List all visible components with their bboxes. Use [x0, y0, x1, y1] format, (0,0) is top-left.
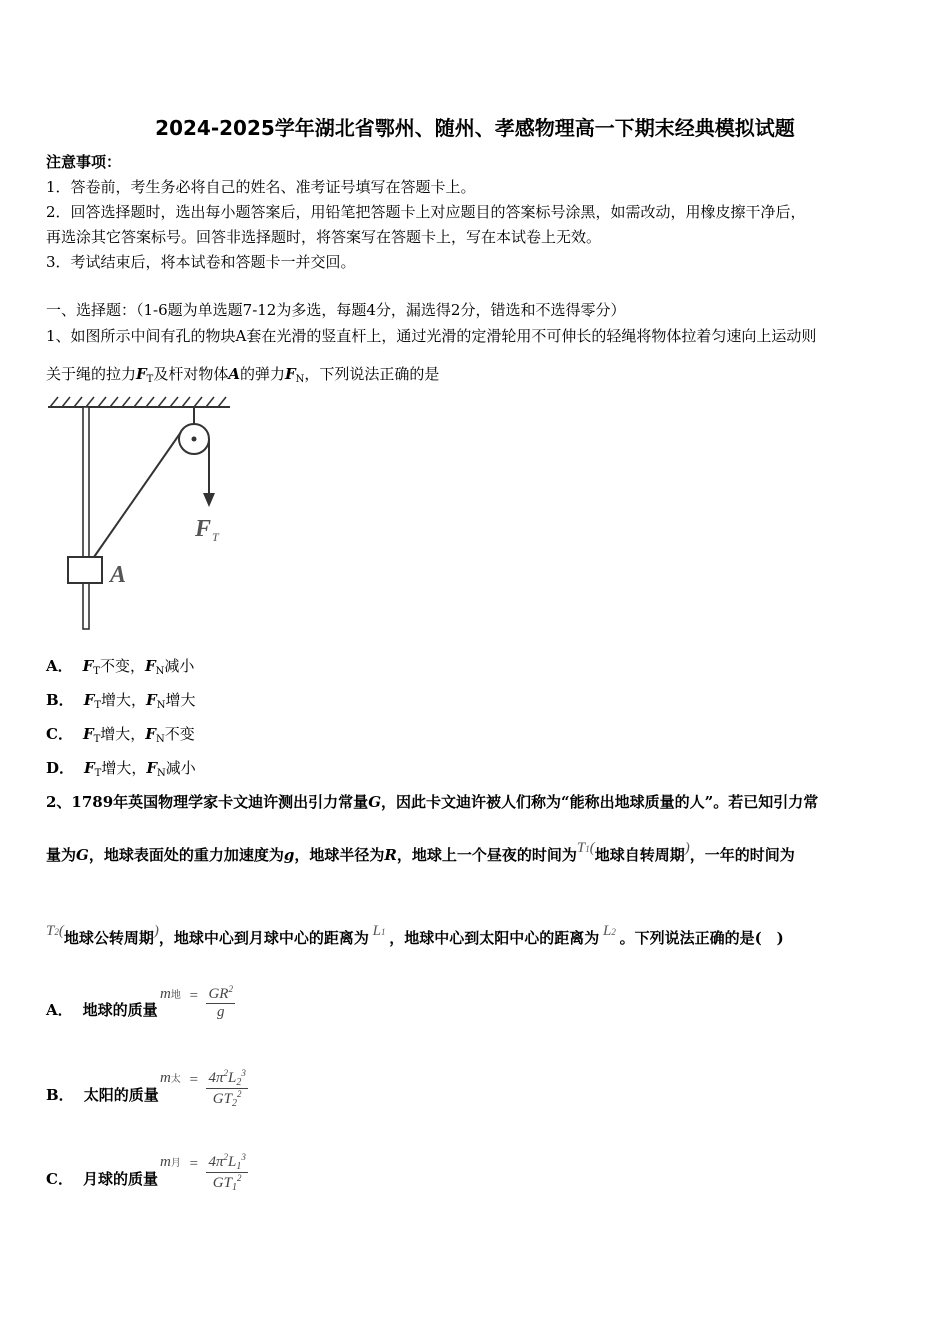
force-arrow-icon: [203, 493, 215, 507]
q1-option-a[interactable]: A． $F_T$不变，$F_N$减小: [46, 657, 195, 677]
force-label-sub: T: [212, 530, 219, 544]
ceiling-hatching: [50, 397, 226, 407]
q2-option-b-formula: m太 = $\frac{4\pi^2L_2^3}{GT_2^2}$: [160, 1068, 246, 1109]
vertical-rod: [83, 407, 89, 629]
notice-item: 3．考试结束后，将本试卷和答题卡一并交回。: [46, 253, 356, 271]
rope-slant: [94, 432, 181, 557]
notice-item: 再选涂其它答案标号。回答非选择题时，将答案写在答题卡上，写在本试卷上无效。: [46, 228, 602, 246]
pulley-figure: [44, 395, 244, 635]
q2-option-a[interactable]: A． 地球的质量: [46, 1001, 158, 1019]
page-title: 2024-2025学年湖北省鄂州、随州、孝感物理高一下期末经典模拟试题: [155, 116, 795, 140]
block-label: A: [110, 562, 127, 588]
q2-stem-line1: 2、1789年英国物理学家卡文迪许测出引力常量G，因此卡文迪许被人们称为“能称出地球质量的人”。若已知引力常: [46, 793, 819, 811]
notice-item: 1．答卷前，考生务必将自己的姓名、准考证号填写在答题卡上。: [46, 178, 476, 196]
q2-option-a-formula: m地 = $\frac{GR^2}{g}$: [160, 984, 233, 1020]
force-label: F: [195, 516, 212, 542]
q1-option-b[interactable]: B． $F_T$增大，$F_N$增大: [46, 691, 196, 711]
q2-stem-line2: 量为G，地球表面处的重力加速度为g，地球半径为R，地球上一个昼夜的时间为T1(地球自转周期)，一年的时间为: [46, 840, 795, 864]
q2-option-b[interactable]: B． 太阳的质量: [46, 1086, 159, 1104]
section-heading: 一、选择题：（1-6题为单选题7-12为多选，每题4分，漏选得2分，错选和不选得零分）: [46, 301, 626, 319]
notice-item: 2．回答选择题时，选出每小题答案后，用铅笔把答题卡上对应题目的答案标号涂黑，如需改动，用橡皮擦干净后，: [46, 203, 806, 221]
q2-option-c[interactable]: C． 月球的质量: [46, 1170, 158, 1188]
notice-heading: 注意事项：: [46, 153, 122, 171]
q1-stem-line1: 1、如图所示中间有孔的物块A套在光滑的竖直杆上，通过光滑的定滑轮用不可伸长的轻绳将物体拉着匀速向上运动则: [46, 327, 817, 345]
pulley-axle: [192, 437, 197, 442]
q2-stem-line3: T2(地球公转周期)，地球中心到月球中心的距离为 L1 ，地球中心到太阳中心的距离为 L2 。下列说法正确的是( ): [46, 923, 784, 947]
q1-option-d[interactable]: D． $F_T$增大，$F_N$减小: [46, 759, 196, 779]
block-a: [68, 557, 102, 583]
q1-option-c[interactable]: C． $F_T$增大，$F_N$不变: [46, 725, 195, 745]
q2-option-c-formula: m月 = $\frac{4\pi^2L_1^3}{GT_1^2}$: [160, 1152, 246, 1193]
q1-stem-line2: 关于绳的拉力$F_T$及杆对物体A的弹力$F_N$，下列说法正确的是: [46, 365, 440, 385]
